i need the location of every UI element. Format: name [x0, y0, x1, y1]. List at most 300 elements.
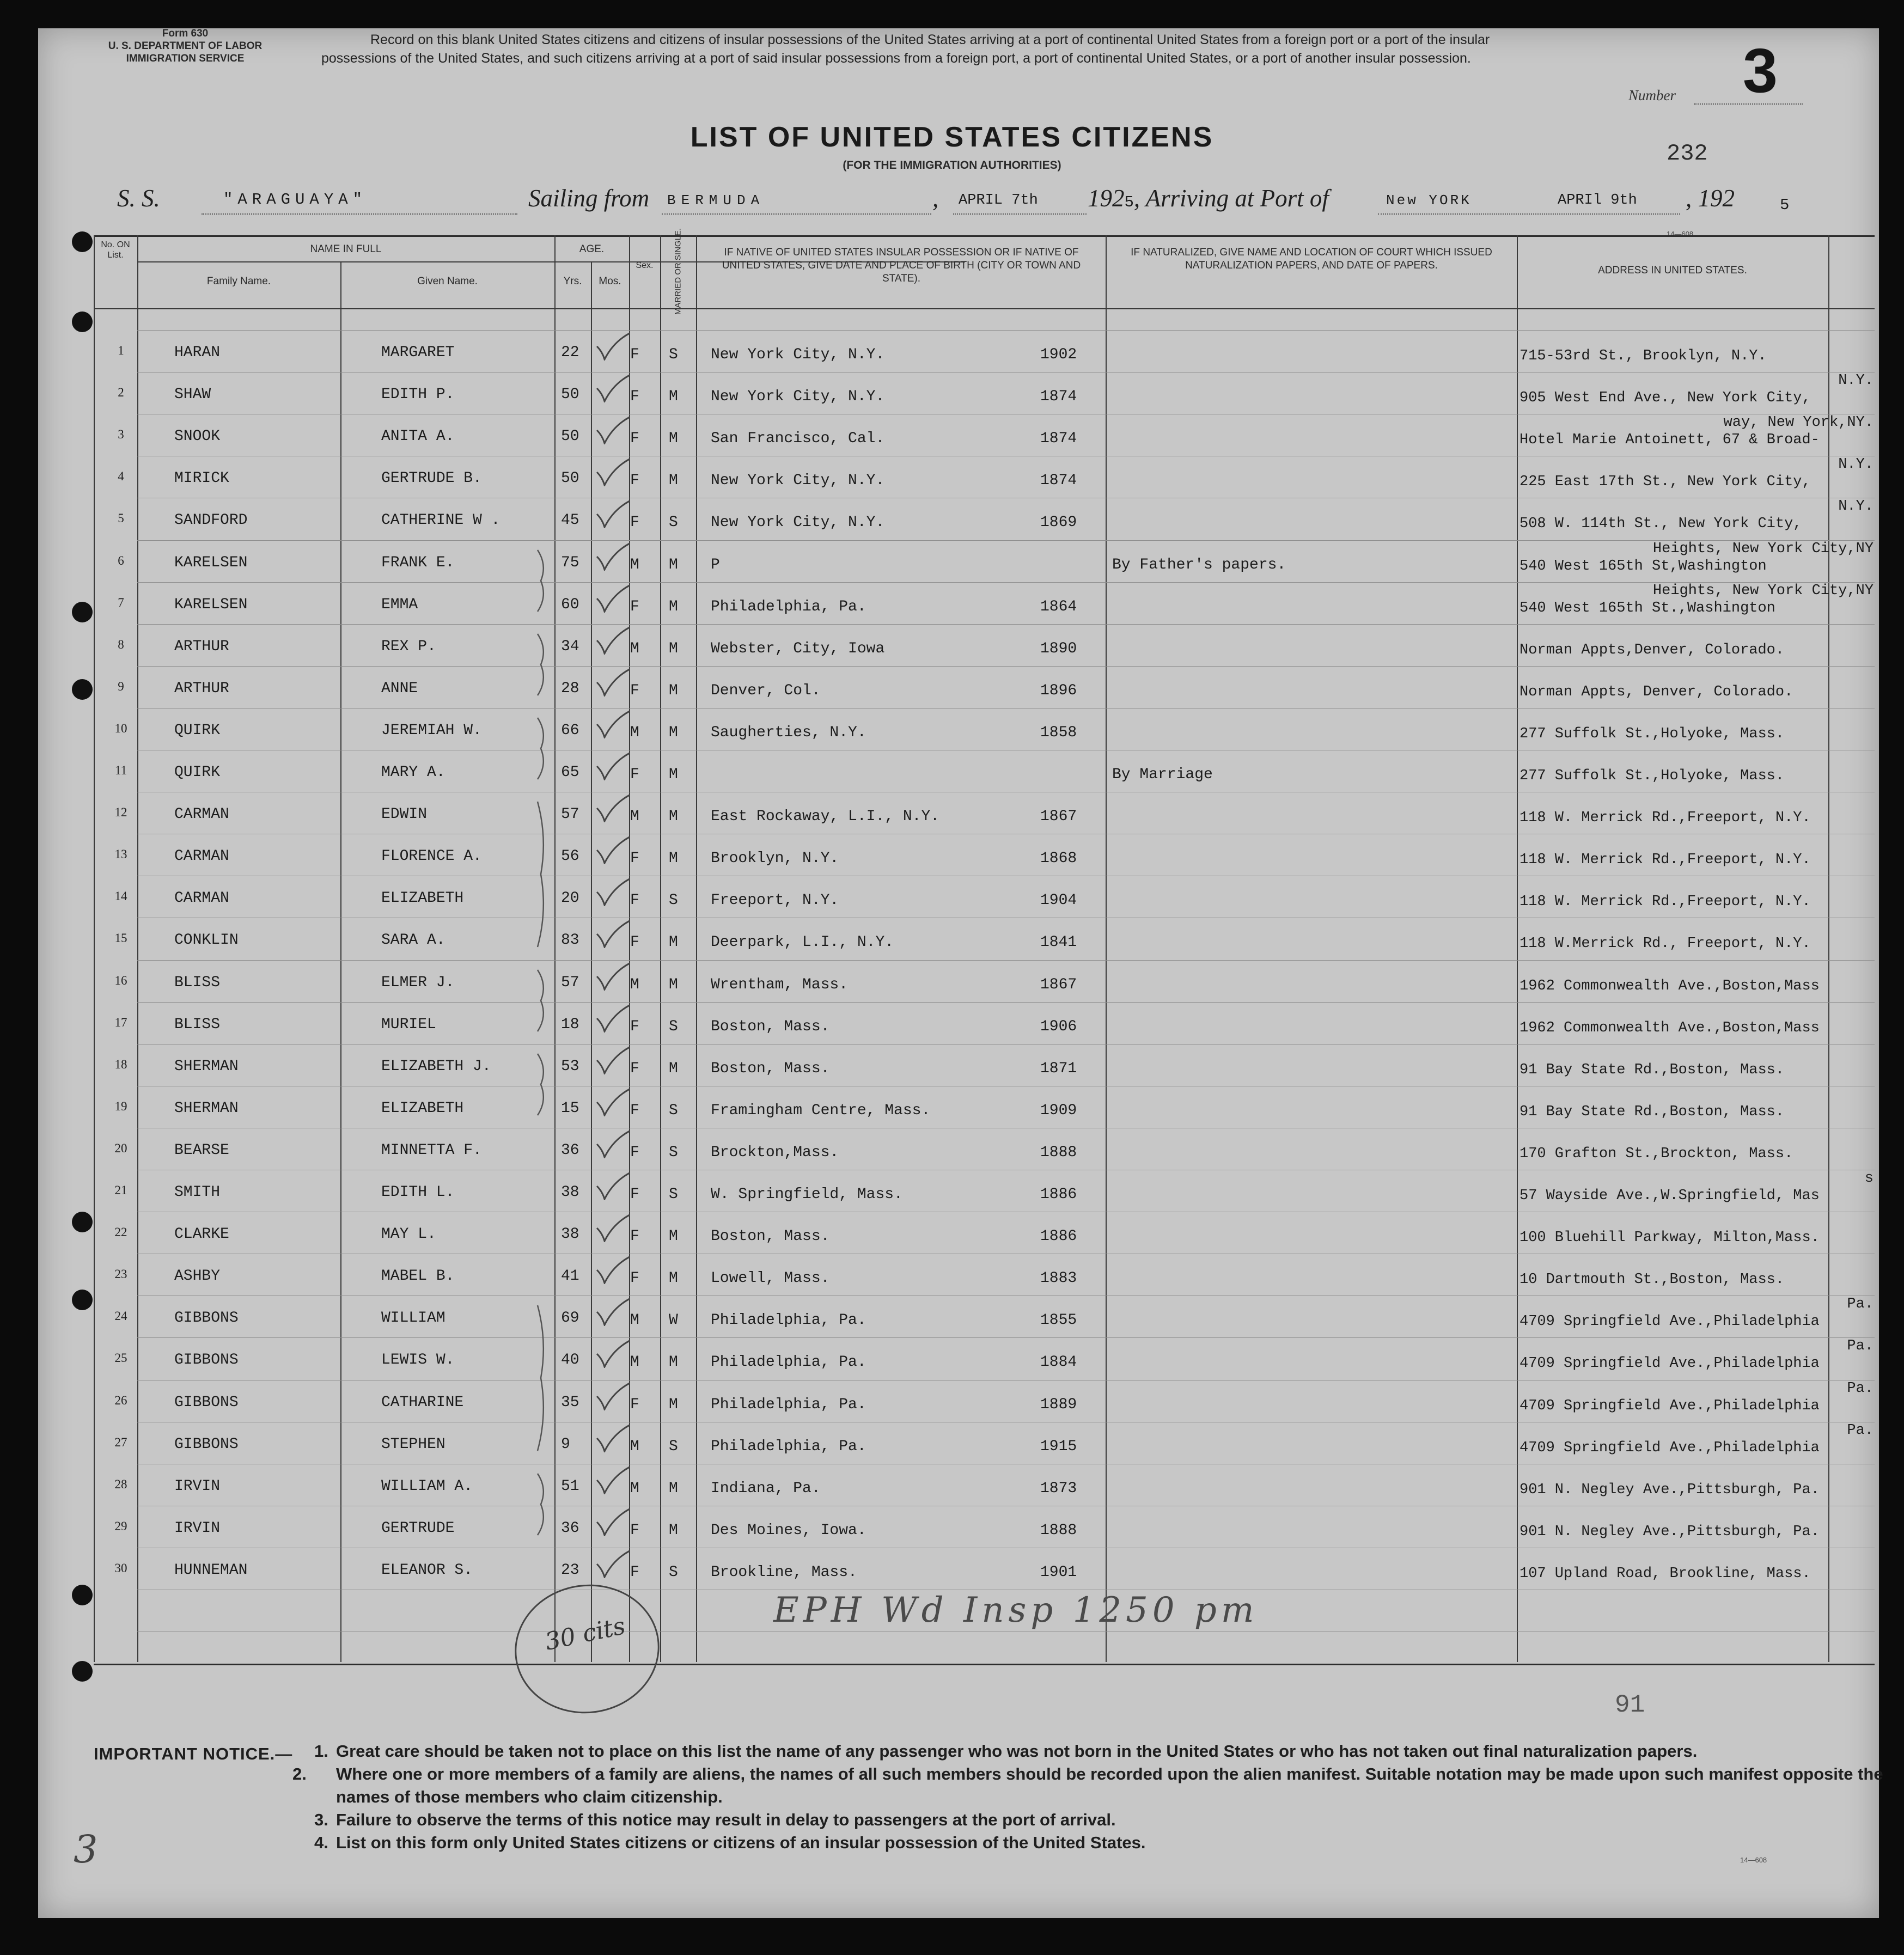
family-name: ASHBY	[174, 1268, 221, 1285]
birth-year: 1841	[1040, 934, 1077, 951]
col-line	[137, 235, 138, 1662]
birth-year: 1871	[1040, 1060, 1077, 1077]
birth-year: 1883	[1040, 1270, 1077, 1287]
checkmark-icon	[594, 710, 632, 738]
age-years: 56	[561, 848, 579, 865]
row-number: 20	[114, 1141, 127, 1155]
sex: F	[630, 682, 639, 699]
to-port: New YORK	[1386, 192, 1472, 209]
family-name: QUIRK	[174, 722, 221, 739]
address: 118 W. Merrick Rd.,Freeport, N.Y.	[1519, 894, 1811, 910]
birthplace: Brooklyn, N.Y.	[711, 850, 839, 867]
address: 118 W.Merrick Rd., Freeport, N.Y.	[1519, 936, 1811, 952]
row-rule	[137, 582, 1875, 583]
birth-year: 1896	[1040, 682, 1077, 699]
marital-status: M	[669, 808, 678, 825]
address: 1962 Commonwealth Ave.,Boston,Mass	[1519, 978, 1820, 994]
address: 901 N. Negley Ave.,Pittsburgh, Pa.	[1519, 1482, 1820, 1498]
family-name: QUIRK	[174, 764, 221, 781]
sex: F	[630, 472, 639, 489]
birth-year: 1890	[1040, 640, 1077, 657]
family-name: IRVIN	[174, 1520, 221, 1537]
given-name: ANITA A.	[381, 428, 455, 445]
margin-number: 3	[74, 1827, 98, 1872]
header-family-name: Family Name.	[206, 276, 271, 287]
given-name: MINNETTA F.	[381, 1142, 482, 1159]
checkmark-icon	[594, 962, 632, 991]
given-name: MABEL B.	[381, 1268, 455, 1285]
age-years: 51	[561, 1478, 579, 1495]
row-number: 19	[114, 1099, 127, 1113]
birth-year: 1901	[1040, 1564, 1077, 1581]
marital-status: M	[669, 1060, 678, 1077]
marital-status: M	[669, 976, 678, 993]
family-name: CLARKE	[174, 1226, 229, 1243]
document-title: LIST OF UNITED STATES CITIZENS	[690, 121, 1214, 153]
sex: M	[630, 1480, 639, 1497]
address: Hotel Marie Antoinett, 67 & Broad-	[1519, 432, 1820, 448]
punch-hole	[72, 1585, 93, 1605]
checkmark-icon	[594, 1088, 632, 1116]
address: 100 Bluehill Parkway, Milton,Mass.	[1519, 1230, 1820, 1246]
birthplace: New York City, N.Y.	[711, 388, 885, 405]
row-number: 9	[118, 680, 124, 693]
checkmark-icon	[594, 1256, 632, 1284]
given-name: FRANK E.	[381, 554, 455, 571]
address: 1962 Commonwealth Ave.,Boston,Mass	[1519, 1020, 1820, 1036]
family-name: ARTHUR	[174, 638, 229, 655]
checkmark-icon	[594, 1466, 632, 1494]
given-name: ANNE	[381, 680, 418, 697]
birthplace: Boston, Mass.	[711, 1018, 830, 1035]
ship-name: "ARAGUAYA"	[223, 191, 368, 209]
from-port-underline	[662, 213, 931, 215]
row-number: 21	[114, 1183, 127, 1197]
sex: F	[630, 1228, 639, 1245]
marital-status: M	[669, 430, 678, 447]
col-line	[696, 235, 697, 1662]
age-years: 36	[561, 1142, 579, 1159]
sail-year: 1925, Arriving at Port of	[1088, 185, 1329, 212]
marital-status: M	[669, 766, 678, 783]
row-number: 11	[114, 763, 127, 777]
given-name: CATHERINE W .	[381, 512, 501, 529]
birthplace: San Francisco, Cal.	[711, 430, 885, 447]
checkmark-icon	[594, 1172, 632, 1200]
sail-year-suffix: 5	[1124, 193, 1134, 211]
address: 225 East 17th St., New York City,	[1519, 474, 1811, 490]
checkmark-icon	[594, 1298, 632, 1326]
header-address: ADDRESS IN UNITED STATES.	[1598, 265, 1747, 276]
address-continuation: way, New York,NY.	[1723, 414, 1874, 431]
given-name: ELIZABETH	[381, 890, 464, 907]
birth-year: 1868	[1040, 850, 1077, 867]
family-name: IRVIN	[174, 1478, 221, 1495]
marital-status: S	[669, 346, 678, 363]
row-number: 25	[114, 1351, 127, 1365]
birthplace: Lowell, Mass.	[711, 1270, 830, 1287]
given-name: EDWIN	[381, 806, 428, 823]
age-years: 15	[561, 1100, 579, 1117]
col-line	[1106, 235, 1107, 1662]
birthplace: Boston, Mass.	[711, 1060, 830, 1077]
arrive-year-suffix: 5	[1780, 196, 1790, 214]
birthplace: Freeport, N.Y.	[711, 892, 839, 909]
marital-status: S	[669, 1438, 678, 1455]
sex: F	[630, 388, 639, 405]
row-number: 14	[114, 889, 127, 903]
checkmark-icon	[594, 1046, 632, 1074]
number-label: Number	[1628, 87, 1676, 103]
document-subtitle: (FOR THE IMMIGRATION AUTHORITIES)	[843, 159, 1061, 172]
notice-item-2	[292, 1763, 1904, 1809]
row-number: 30	[114, 1561, 127, 1575]
birth-year: 1886	[1040, 1228, 1077, 1245]
given-name: REX P.	[381, 638, 436, 655]
birth-year: 1889	[1040, 1396, 1077, 1413]
family-name: BLISS	[174, 974, 221, 991]
birthplace: Philadelphia, Pa.	[711, 1312, 866, 1329]
age-years: 38	[561, 1184, 579, 1201]
birthplace: Wrentham, Mass.	[711, 976, 849, 993]
marital-status: W	[669, 1312, 678, 1329]
address: 4709 Springfield Ave.,Philadelphia	[1519, 1440, 1820, 1456]
punch-hole	[72, 1212, 93, 1232]
sex: F	[630, 1186, 639, 1203]
sex: M	[630, 640, 639, 657]
sex: M	[630, 1354, 639, 1371]
given-name: WILLIAM A.	[381, 1478, 473, 1495]
birthplace: East Rockaway, L.I., N.Y.	[711, 808, 940, 825]
row-number: 12	[114, 805, 127, 819]
age-years: 34	[561, 638, 579, 655]
punch-hole	[72, 602, 93, 622]
given-name: JEREMIAH W.	[381, 722, 482, 739]
birth-year: 1864	[1040, 598, 1077, 615]
row-number: 3	[118, 427, 124, 441]
marital-status: S	[669, 1018, 678, 1035]
birthplace: New York City, N.Y.	[711, 472, 885, 489]
stamp-number: 91	[1615, 1691, 1645, 1719]
header-given-name: Given Name.	[417, 276, 478, 287]
family-brace-icon	[531, 1053, 553, 1116]
inspector-signature-note: EPH Wd Insp 1250 pm	[773, 1590, 1259, 1630]
given-name: FLORENCE A.	[381, 848, 482, 865]
age-years: 53	[561, 1058, 579, 1075]
birth-year: 1874	[1040, 472, 1077, 489]
row-number: 23	[114, 1267, 127, 1281]
family-name: CARMAN	[174, 848, 229, 865]
address: Norman Appts,Denver, Colorado.	[1519, 642, 1785, 658]
address: 277 Suffolk St.,Holyoke, Mass.	[1519, 768, 1785, 784]
birth-year: 1915	[1040, 1438, 1077, 1455]
col-line	[1828, 235, 1829, 1662]
family-brace-icon	[531, 1304, 553, 1452]
given-name: LEWIS W.	[381, 1352, 455, 1368]
address: 4709 Springfield Ave.,Philadelphia	[1519, 1398, 1820, 1414]
checkmark-icon	[594, 1550, 632, 1578]
row-number: 6	[118, 554, 124, 567]
address: 715-53rd St., Brooklyn, N.Y.	[1519, 348, 1767, 364]
col-line	[1517, 235, 1518, 1662]
address-continuation: N.Y.	[1838, 372, 1874, 389]
given-name: ELIZABETH	[381, 1100, 464, 1117]
marital-status: S	[669, 1186, 678, 1203]
age-years: 40	[561, 1352, 579, 1368]
birthplace: Denver, Col.	[711, 682, 821, 699]
address: 905 West End Ave., New York City,	[1519, 390, 1811, 406]
sailing-from-label: Sailing from	[528, 185, 650, 212]
marital-status: M	[669, 557, 678, 573]
given-name: MARGARET	[381, 344, 455, 361]
row-number: 28	[114, 1477, 127, 1491]
given-name: GERTRUDE	[381, 1520, 455, 1537]
sex: F	[630, 598, 639, 615]
checkmark-icon	[594, 458, 632, 486]
checkmark-icon	[594, 1340, 632, 1368]
sail-year-prefix: 192	[1088, 185, 1125, 212]
sex: F	[630, 1102, 639, 1119]
notice-item-text: Where one or more members of a family are aliens, the names of all such members should be recorded upon the alien manifest. Suitable notation may be made upon such manifest opposite the names of those members who claim citizenship.	[336, 1764, 1883, 1806]
address-continuation: Heights, New York City,NY	[1652, 541, 1874, 557]
family-name: HARAN	[174, 344, 221, 361]
address-continuation: Pa.	[1847, 1422, 1874, 1439]
address: 10 Dartmouth St.,Boston, Mass.	[1519, 1272, 1785, 1288]
birthplace: Philadelphia, Pa.	[711, 598, 866, 615]
age-years: 50	[561, 428, 579, 445]
header-sex: Sex.	[636, 261, 654, 270]
row-number: 27	[114, 1435, 127, 1449]
birthplace: Philadelphia, Pa.	[711, 1396, 866, 1413]
row-rule	[137, 666, 1875, 667]
family-name: SANDFORD	[174, 512, 248, 529]
birth-year: 1867	[1040, 808, 1077, 825]
age-years: 75	[561, 554, 579, 571]
checkmark-icon	[594, 1382, 632, 1410]
row-number: 29	[114, 1519, 127, 1533]
checkmark-icon	[594, 584, 632, 613]
checkmark-icon	[594, 500, 632, 528]
punch-hole	[72, 311, 93, 332]
sex: F	[630, 1018, 639, 1035]
row-number: 13	[114, 847, 127, 861]
punch-hole	[72, 231, 93, 252]
notice-item-text: Failure to observe the terms of this notice may result in delay to passengers at the port of arrival.	[336, 1810, 1116, 1829]
birthplace: Framingham Centre, Mass.	[711, 1102, 931, 1119]
given-name: SARA A.	[381, 932, 446, 949]
age-years: 35	[561, 1394, 579, 1411]
row-number: 26	[114, 1394, 127, 1407]
address-continuation: N.Y.	[1838, 498, 1874, 515]
sex: F	[630, 934, 639, 951]
family-brace-icon	[531, 969, 553, 1033]
row-number: 22	[114, 1225, 127, 1239]
col-line	[554, 235, 556, 1662]
row-rule	[137, 624, 1875, 625]
col-line	[94, 235, 95, 1662]
birth-year: 1873	[1040, 1480, 1077, 1497]
address: 118 W. Merrick Rd.,Freeport, N.Y.	[1519, 852, 1811, 868]
family-name: HUNNEMAN	[174, 1562, 248, 1579]
birth-year: 1888	[1040, 1522, 1077, 1539]
marital-status: M	[669, 472, 678, 489]
birthplace: Philadelphia, Pa.	[711, 1438, 866, 1455]
marital-status: S	[669, 1102, 678, 1119]
age-years: 41	[561, 1268, 579, 1285]
form-code-top: 14—608	[1667, 230, 1694, 238]
address: 540 West 165th St,Washington	[1519, 558, 1767, 575]
address: 91 Bay State Rd.,Boston, Mass.	[1519, 1062, 1785, 1078]
sex: F	[630, 1060, 639, 1077]
punch-hole	[72, 1661, 93, 1682]
birth-year: 1874	[1040, 388, 1077, 405]
notice-item-number: 2.	[292, 1764, 307, 1783]
birthplace: New York City, N.Y.	[711, 346, 885, 363]
form-code-bottom: 14—608	[1740, 1856, 1767, 1864]
address: 57 Wayside Ave.,W.Springfield, Mas	[1519, 1188, 1820, 1204]
marital-status: M	[669, 934, 678, 951]
row-number: 4	[118, 469, 124, 483]
family-name: SHERMAN	[174, 1100, 239, 1117]
age-years: 9	[561, 1436, 570, 1453]
age-years: 23	[561, 1562, 579, 1579]
row-rule	[137, 1337, 1875, 1338]
checkmark-icon	[594, 920, 632, 948]
birth-year: 1858	[1040, 724, 1077, 741]
row-rule	[137, 1002, 1875, 1003]
birthplace: Boston, Mass.	[711, 1228, 830, 1245]
address-continuation: Pa.	[1847, 1338, 1874, 1354]
col-line	[660, 235, 661, 1662]
family-name: BEARSE	[174, 1142, 229, 1159]
page-number: 232	[1667, 140, 1708, 167]
sex: F	[630, 892, 639, 909]
family-brace-icon	[531, 549, 553, 613]
sex: M	[630, 1438, 639, 1455]
marital-status: S	[669, 892, 678, 909]
given-name: ELMER J.	[381, 974, 455, 991]
list-number: 3	[1743, 36, 1778, 106]
checkmark-icon	[594, 542, 632, 571]
checkmark-icon	[594, 878, 632, 906]
header-name-in-full: NAME IN FULL	[310, 243, 382, 255]
marital-status: M	[669, 1270, 678, 1287]
naturalization: By Father's papers.	[1112, 557, 1286, 573]
header-mos: Mos.	[599, 276, 621, 287]
birthplace: W. Springfield, Mass.	[711, 1186, 903, 1203]
sex: F	[630, 1144, 639, 1161]
family-name: CARMAN	[174, 890, 229, 907]
given-name: MURIEL	[381, 1016, 436, 1033]
form-identifier	[71, 27, 300, 65]
birthplace: Indiana, Pa.	[711, 1480, 821, 1497]
address: 4709 Springfield Ave.,Philadelphia	[1519, 1313, 1820, 1330]
birthplace: Brockton,Mass.	[711, 1144, 839, 1161]
sex: F	[630, 1564, 639, 1581]
marital-status: S	[669, 1564, 678, 1581]
family-brace-icon	[531, 717, 553, 780]
row-rule	[137, 540, 1875, 541]
family-name: GIBBONS	[174, 1394, 239, 1411]
birth-year: 1874	[1040, 430, 1077, 447]
birthplace: Des Moines, Iowa.	[711, 1522, 866, 1539]
given-name: ELIZABETH J.	[381, 1058, 491, 1075]
age-years: 57	[561, 974, 579, 991]
ship-underline	[202, 213, 517, 215]
header-no: No. ON List.	[101, 240, 130, 260]
marital-status: M	[669, 1228, 678, 1245]
checkmark-icon	[594, 1130, 632, 1158]
address: 107 Upland Road, Brookline, Mass.	[1519, 1566, 1811, 1582]
marital-status: S	[669, 1144, 678, 1161]
notice-item-text: Great care should be taken not to place on this list the name of any passenger who was not born in the United States or who has not taken out final naturalization papers.	[336, 1742, 1698, 1761]
given-name: CATHARINE	[381, 1394, 464, 1411]
sex: M	[630, 724, 639, 741]
given-name: EDITH L.	[381, 1184, 455, 1201]
age-years: 36	[561, 1520, 579, 1537]
birthplace: P	[711, 557, 720, 573]
birthplace: Philadelphia, Pa.	[711, 1354, 866, 1371]
age-years: 18	[561, 1016, 579, 1033]
marital-status: M	[669, 1522, 678, 1539]
family-name: GIBBONS	[174, 1436, 239, 1453]
age-years: 66	[561, 722, 579, 739]
family-name: SHERMAN	[174, 1058, 239, 1075]
address-continuation: Pa.	[1847, 1296, 1874, 1312]
sex: F	[630, 1270, 639, 1287]
col-line	[591, 261, 592, 1662]
given-name: EMMA	[381, 596, 418, 613]
age-years: 60	[561, 596, 579, 613]
given-name: EDITH P.	[381, 386, 455, 403]
age-years: 28	[561, 680, 579, 697]
address-continuation: Heights, New York City,NY	[1652, 583, 1874, 599]
sex: F	[630, 850, 639, 867]
arrive-date: APRIl 9th	[1558, 192, 1637, 209]
family-brace-icon	[531, 801, 553, 948]
row-number: 16	[114, 974, 127, 987]
marital-status: M	[669, 388, 678, 405]
header-age: AGE.	[579, 243, 605, 255]
age-years: 69	[561, 1310, 579, 1327]
punch-hole	[72, 1290, 93, 1310]
row-rule	[137, 330, 1875, 331]
notice-item-1	[314, 1740, 1894, 1763]
birthplace: Webster, City, Iowa	[711, 640, 885, 657]
notice-item-number: 1.	[314, 1742, 328, 1761]
sail-date: APRIL 7th	[959, 192, 1038, 209]
family-name: BLISS	[174, 1016, 221, 1033]
address: 901 N. Negley Ave.,Pittsburgh, Pa.	[1519, 1524, 1820, 1540]
given-name: WILLIAM	[381, 1310, 446, 1327]
punch-hole	[72, 679, 93, 700]
family-name: MIRICK	[174, 470, 229, 487]
family-name: ARTHUR	[174, 680, 229, 697]
from-port: BERMUDA	[667, 192, 765, 209]
address: 277 Suffolk St.,Holyoke, Mass.	[1519, 726, 1785, 742]
row-rule	[137, 960, 1875, 961]
circled-count-text: 30 cits	[542, 1612, 628, 1656]
birth-year: 1867	[1040, 976, 1077, 993]
header-married: MARRIED OR SINGLE.	[673, 228, 683, 315]
family-name: SNOOK	[174, 428, 221, 445]
family-name: KARELSEN	[174, 554, 248, 571]
given-name: GERTRUDE B.	[381, 470, 482, 487]
address: 508 W. 114th St., New York City,	[1519, 516, 1802, 532]
checkmark-icon	[594, 1004, 632, 1033]
row-number: 15	[114, 931, 127, 945]
row-number: 8	[118, 638, 124, 651]
